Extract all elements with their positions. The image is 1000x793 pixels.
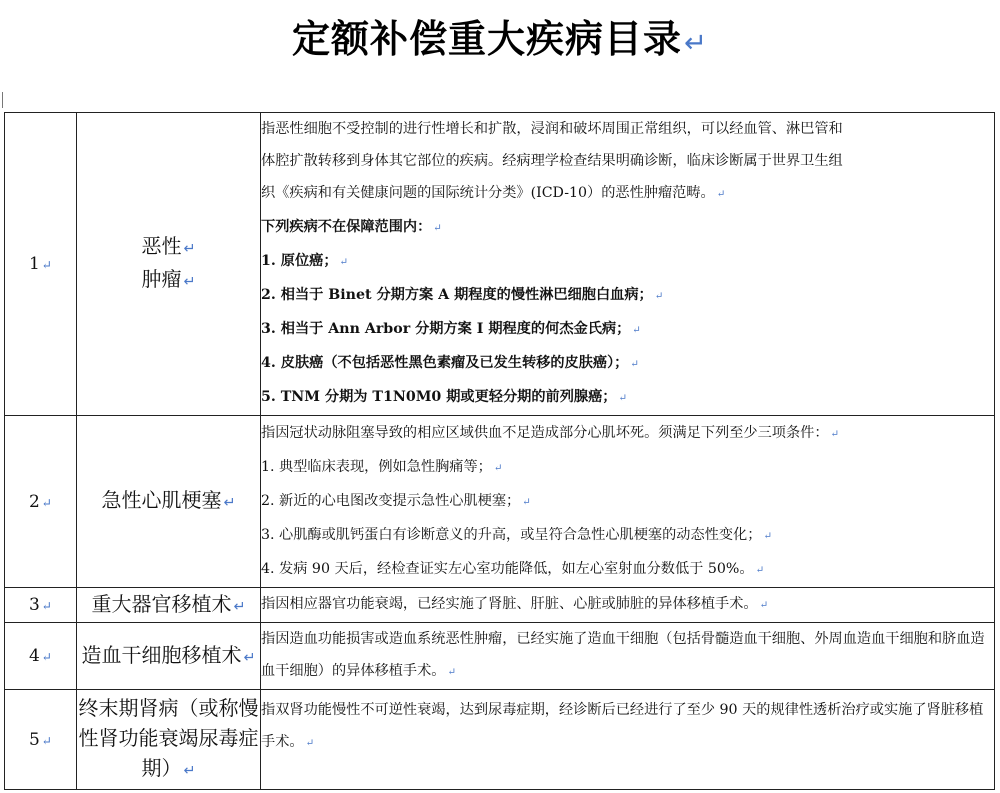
exclusion-item: 5. TNM 分期为 T1N0M0 期或更轻分期的前列腺癌； ↵ [261,389,628,405]
disease-name: 造血干细胞移植术 ↵ [77,623,261,690]
disease-description [261,690,995,790]
exclusion-item: 1. 原位癌； ↵ [261,253,349,269]
disease-name: 重大器官移植术 ↵ [77,588,261,623]
row-number: 3 ↵ [5,588,77,623]
description-line: 体腔扩散转移到身体其它部位的疾病。经病理学检查结果明确诊断，临床诊断属于世界卫生组 [261,153,843,169]
description-line: 指因冠状动脉阻塞导致的相应区域供血不足造成部分心肌坏死。须满足下列至少三项条件： ↵ [261,424,840,441]
row-number: 1 ↵ [5,113,77,416]
exclusion-item: 2. 相当于 Binet 分期方案 A 期程度的慢性淋巴细胞白血病； ↵ [261,287,664,303]
disease-description [261,416,995,588]
table-row [5,690,995,790]
disease-table [4,112,995,790]
description-line: 指双肾功能慢性不可逆性衰竭，达到尿毒症期，经诊断后已经进行了至少 90 天的规律性透析治疗或实施了肾脏移植手术。 ↵ [261,702,984,750]
condition-item: 2. 新近的心电图改变提示急性心肌梗塞； ↵ [261,492,531,509]
text-cursor [2,92,3,108]
condition-item: 3. 心肌酶或肌钙蛋白有诊断意义的升高，或呈符合急性心肌梗塞的动态性变化； ↵ [261,526,772,543]
description-line: 织《疾病和有关健康问题的国际统计分类》(ICD-10）的恶性肿瘤范畴。 ↵ [261,185,726,201]
row-number: 5 ↵ [5,690,77,790]
disease-description [261,623,995,690]
description-line: 指因相应器官功能衰竭，已经实施了肾脏、肝脏、心脏或肺脏的异体移植手术。 ↵ [261,596,769,612]
table-row [5,416,995,588]
disease-name: 恶性 ↵ 肿瘤 ↵ [77,113,261,416]
paragraph-mark-icon: ↵ [684,28,708,59]
row-number: 4 ↵ [5,623,77,690]
page-title: 定额补偿重大疾病目录↵ [292,17,708,61]
table-row [5,113,995,416]
description-line: 指因造血功能损害或造血系统恶性肿瘤，已经实施了造血干细胞（包括骨髓造血干细胞、外周血造血干细胞和脐血造血干细胞）的异体移植手术。 ↵ [261,631,985,679]
exclusion-heading: 下列疾病不在保障范围内： ↵ [261,219,442,235]
row-number: 2 ↵ [5,416,77,588]
disease-description [261,113,995,416]
disease-name: 终末期肾病（或称慢性肾功能衰竭尿毒症期） ↵ [77,690,261,790]
table-row [5,588,995,623]
exclusion-item: 3. 相当于 Ann Arbor 分期方案 I 期程度的何杰金氏病； ↵ [261,321,641,337]
description-line: 指恶性细胞不受控制的进行性增长和扩散，浸润和破坏周围正常组织，可以经血管、淋巴管和 [261,121,843,137]
condition-item: 4. 发病 90 天后，经检查证实左心室功能降低，如左心室射血分数低于 50%。 ↵ [261,560,765,577]
disease-name: 急性心肌梗塞 ↵ [77,416,261,588]
table-row [5,623,995,690]
exclusion-item: 4. 皮肤癌（不包括恶性黑色素瘤及已发生转移的皮肤癌）； ↵ [261,355,639,371]
disease-description [261,588,995,623]
condition-item: 1. 典型临床表现，例如急性胸痛等； ↵ [261,458,503,475]
